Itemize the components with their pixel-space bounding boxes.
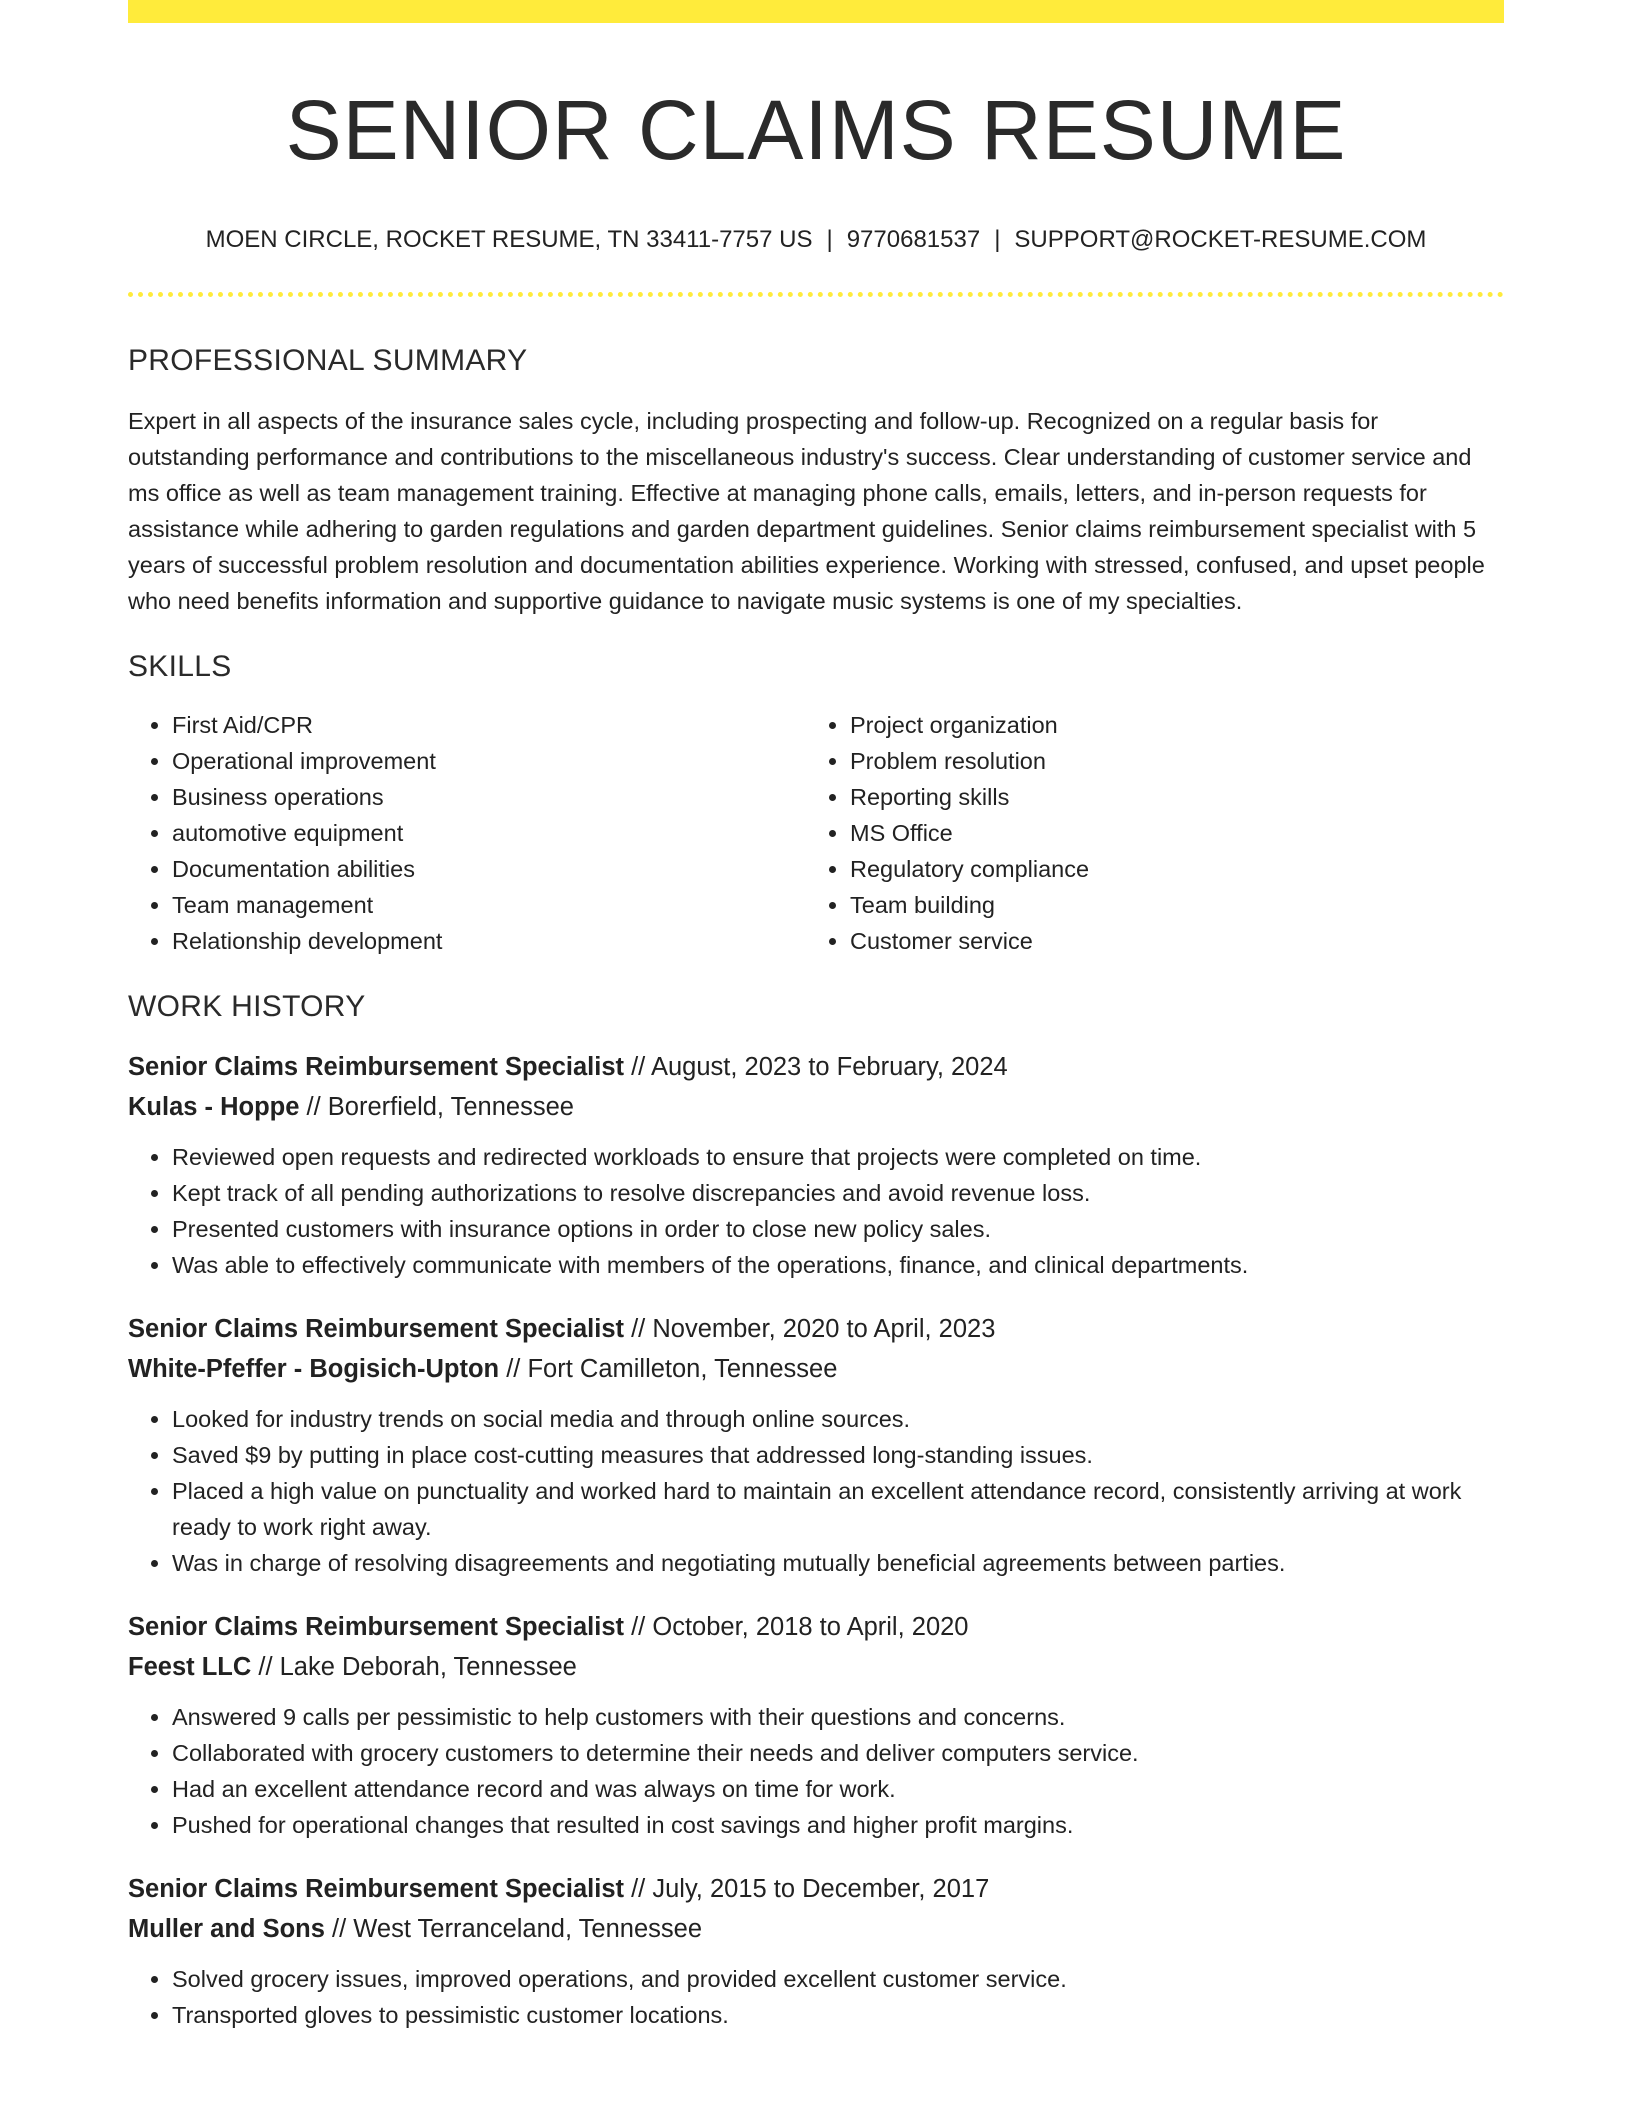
contact-email: SUPPORT@ROCKET-RESUME.COM	[1014, 226, 1427, 254]
skill-item: • First Aid/CPR	[172, 707, 806, 743]
job-entry	[128, 1047, 1504, 1283]
job-bullet: • Placed a high value on punctuality and worked hard to maintain an excellent attendance record, consistently arriving at work ready to work right away.	[172, 1473, 1504, 1545]
skills-column-right	[806, 707, 1484, 959]
job-company: White-Pfeffer - Bogisich-Upton	[128, 1355, 500, 1384]
job-role-line	[128, 1309, 1504, 1349]
skill-item: • Regulatory compliance	[850, 851, 1484, 887]
job-bullet: • Saved $9 by putting in place cost-cutting measures that addressed long-standing issues.	[172, 1437, 1504, 1473]
job-bullets	[128, 1699, 1504, 1843]
accent-bar	[128, 0, 1504, 23]
job-entry	[128, 1869, 1504, 2033]
job-role: Senior Claims Reimbursement Specialist	[128, 1613, 625, 1642]
job-bullet: • Answered 9 calls per pessimistic to help customers with their questions and concerns.	[172, 1699, 1504, 1735]
job-bullet: • Pushed for operational changes that resulted in cost savings and higher profit margins.	[172, 1807, 1504, 1843]
section-title-skills: SKILLS	[128, 650, 232, 684]
skill-item: • Business operations	[172, 779, 806, 815]
job-role: Senior Claims Reimbursement Specialist	[128, 1875, 625, 1904]
job-bullets	[128, 1401, 1504, 1581]
skill-item: • Project organization	[850, 707, 1484, 743]
skill-item: • Documentation abilities	[172, 851, 806, 887]
job-dates: // November, 2020 to April, 2023	[624, 1315, 996, 1344]
job-bullets	[128, 1961, 1504, 2033]
resume-page	[128, 0, 1504, 2033]
job-role-line	[128, 1047, 1504, 1087]
skill-item: • automotive equipment	[172, 815, 806, 851]
job-bullet: • Reviewed open requests and redirected workloads to ensure that projects were completed on time.	[172, 1139, 1504, 1175]
section-title-work-history: WORK HISTORY	[128, 990, 366, 1024]
job-bullet: • Kept track of all pending authorizations to resolve discrepancies and avoid revenue loss.	[172, 1175, 1504, 1211]
job-entry	[128, 1309, 1504, 1581]
skill-item: • Team building	[850, 887, 1484, 923]
job-bullets	[128, 1139, 1504, 1283]
job-location: // Borerfield, Tennessee	[299, 1093, 574, 1122]
section-title-summary: PROFESSIONAL SUMMARY	[128, 344, 528, 378]
job-location: // Fort Camilleton, Tennessee	[499, 1355, 838, 1384]
job-dates: // August, 2023 to February, 2024	[624, 1053, 1008, 1082]
job-role: Senior Claims Reimbursement Specialist	[128, 1053, 625, 1082]
job-bullet: • Solved grocery issues, improved operations, and provided excellent customer service.	[172, 1961, 1504, 1997]
skills-list	[128, 707, 1504, 959]
job-bullet: • Was able to effectively communicate with members of the operations, finance, and clinical departments.	[172, 1247, 1504, 1283]
skill-item: • Customer service	[850, 923, 1484, 959]
skill-item: • Operational improvement	[172, 743, 806, 779]
contact-separator: |	[994, 226, 1001, 254]
skill-item: • Team management	[172, 887, 806, 923]
skill-item: • Relationship development	[172, 923, 806, 959]
job-bullet: • Collaborated with grocery customers to determine their needs and deliver computers service.	[172, 1735, 1504, 1771]
job-company: Muller and Sons	[128, 1915, 325, 1944]
dotted-divider	[128, 292, 1504, 297]
job-bullet: • Transported gloves to pessimistic customer locations.	[172, 1997, 1504, 2033]
contact-phone: 9770681537	[846, 226, 981, 254]
job-company-line	[128, 1909, 1504, 1949]
job-company: Feest LLC	[128, 1653, 252, 1682]
job-company-line	[128, 1349, 1504, 1389]
skill-item: • MS Office	[850, 815, 1484, 851]
job-company: Kulas - Hoppe	[128, 1093, 300, 1122]
job-bullet: • Presented customers with insurance options in order to close new policy sales.	[172, 1211, 1504, 1247]
job-bullet: • Looked for industry trends on social media and through online sources.	[172, 1401, 1504, 1437]
job-location: // West Terranceland, Tennessee	[324, 1915, 703, 1944]
contact-separator: |	[826, 226, 833, 254]
contact-line	[128, 226, 1504, 255]
job-role-line	[128, 1607, 1504, 1647]
skill-item: • Problem resolution	[850, 743, 1484, 779]
job-company-line	[128, 1647, 1504, 1687]
job-role-line	[128, 1869, 1504, 1909]
skill-item: • Reporting skills	[850, 779, 1484, 815]
job-company-line	[128, 1087, 1504, 1127]
job-location: // Lake Deborah, Tennessee	[251, 1653, 577, 1682]
contact-address: MOEN CIRCLE, ROCKET RESUME, TN 33411-7757 US	[205, 226, 813, 254]
skills-column-left	[128, 707, 806, 959]
job-dates: // October, 2018 to April, 2020	[624, 1613, 969, 1642]
job-role: Senior Claims Reimbursement Specialist	[128, 1315, 625, 1344]
job-entry	[128, 1607, 1504, 1843]
job-bullet: • Had an excellent attendance record and was always on time for work.	[172, 1771, 1504, 1807]
resume-title: SENIOR CLAIMS RESUME	[285, 83, 1347, 177]
job-bullet: • Was in charge of resolving disagreements and negotiating mutually beneficial agreements between parties.	[172, 1545, 1504, 1581]
job-dates: // July, 2015 to December, 2017	[624, 1875, 990, 1904]
summary-text: Expert in all aspects of the insurance sales cycle, including prospecting and follow-up. Recognized on a regular basis for outstanding performance and contributions to the miscellaneous industry's success. Clear understanding of customer service and ms office as well as team management training. Effective at managing phone calls, emails, letters, and in-person requests for assistance while adhering to garden regulations and garden department guidelines. Senior claims reimbursement specialist with 5 years of successful problem resolution and documentation abilities experience. Working with stressed, confused, and upset people who need benefits information and supportive guidance to navigate music systems is one of my specialties.	[128, 408, 1485, 615]
